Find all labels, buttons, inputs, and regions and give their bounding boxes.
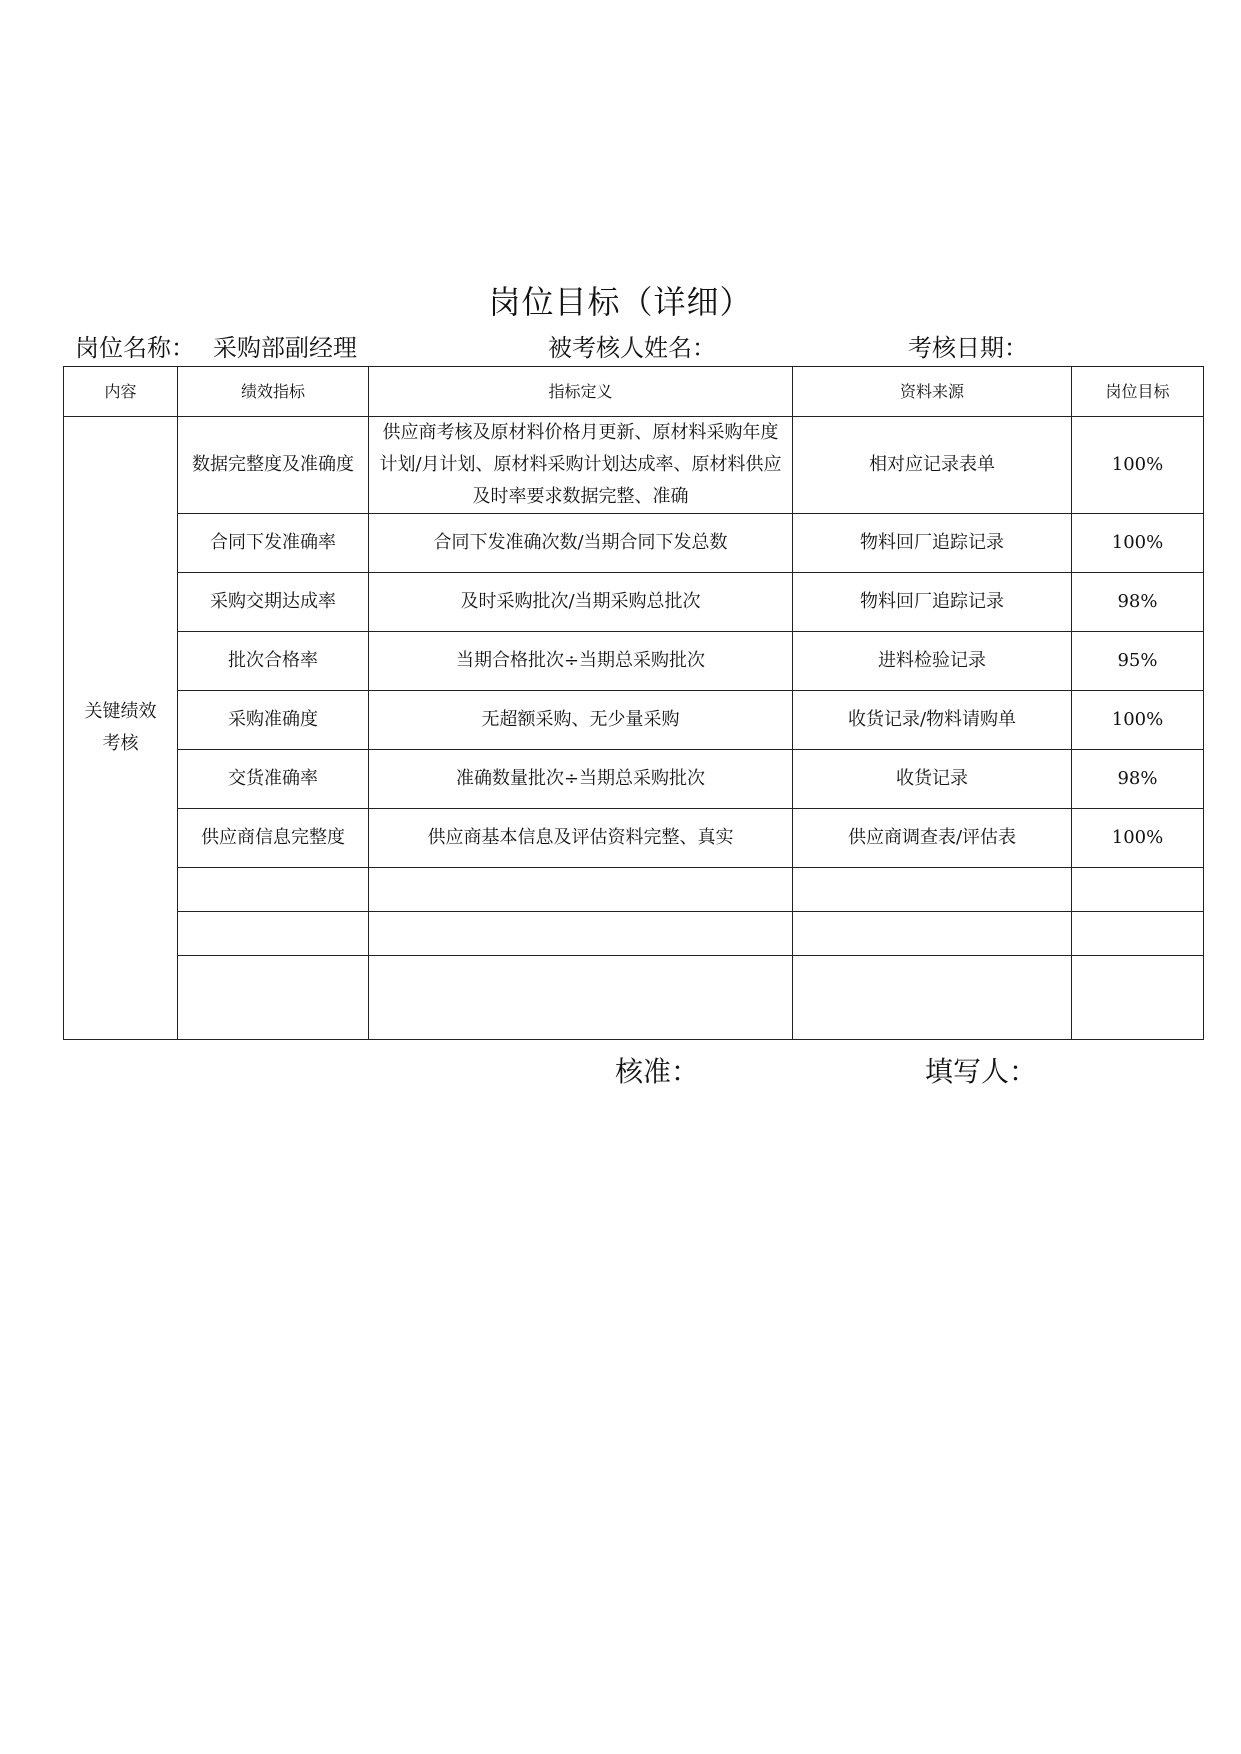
indicator-cell: 采购准确度: [178, 691, 369, 750]
blank-cell: [369, 956, 793, 1040]
source-cell: 进料检验记录: [793, 632, 1072, 691]
definition-cell: 准确数量批次÷当期总采购批次: [369, 750, 793, 809]
page-title: 岗位目标（详细）: [488, 283, 753, 321]
indicator-cell: 采购交期达成率: [178, 573, 369, 632]
blank-cell: [793, 956, 1072, 1040]
blank-cell: [1072, 868, 1204, 912]
definition-cell: 无超额采购、无少量采购: [369, 691, 793, 750]
category-label: 关键绩效考核: [84, 701, 157, 754]
source-cell: 物料回厂追踪记录: [793, 514, 1072, 573]
blank-cell: [793, 912, 1072, 956]
blank-cell: [1072, 956, 1204, 1040]
table-row: [64, 514, 1204, 573]
definition-cell: 供应商考核及原材料价格月更新、原材料采购年度计划/月计划、原材料采购计划达成率、原材料供应及时率要求数据完整、准确: [369, 417, 793, 514]
source-cell: 收货记录/物料请购单: [793, 691, 1072, 750]
blank-cell: [369, 912, 793, 956]
target-cell: 100%: [1072, 514, 1204, 573]
indicator-cell: 批次合格率: [178, 632, 369, 691]
table-header-row: [64, 367, 1204, 417]
approve-label: 核准：: [615, 1055, 700, 1088]
source-cell: 供应商调查表/评估表: [793, 809, 1072, 868]
table-row: [64, 809, 1204, 868]
blank-cell: [1072, 912, 1204, 956]
blank-cell: [369, 868, 793, 912]
source-cell: 物料回厂追踪记录: [793, 573, 1072, 632]
assessee-name-label: 被考核人姓名：: [548, 334, 716, 362]
target-cell: 98%: [1072, 750, 1204, 809]
target-cell: 100%: [1072, 417, 1204, 514]
target-cell: 98%: [1072, 573, 1204, 632]
blank-row: [64, 912, 1204, 956]
definition-cell: 及时采购批次/当期采购总批次: [369, 573, 793, 632]
filler-label: 填写人：: [925, 1055, 1038, 1088]
source-cell: 相对应记录表单: [793, 417, 1072, 514]
assessment-date-label: 考核日期：: [908, 334, 1028, 362]
performance-goals-table: [63, 366, 1204, 1040]
table-row: [64, 632, 1204, 691]
definition-cell: 合同下发准确次数/当期合同下发总数: [369, 514, 793, 573]
indicator-cell: 合同下发准确率: [178, 514, 369, 573]
target-cell: 100%: [1072, 691, 1204, 750]
header-target: 岗位目标: [1072, 367, 1204, 417]
table-row: [64, 750, 1204, 809]
blank-cell: [793, 868, 1072, 912]
blank-row: [64, 868, 1204, 912]
blank-cell: [178, 868, 369, 912]
definition-cell: 供应商基本信息及评估资料完整、真实: [369, 809, 793, 868]
position-name-value: 采购部副经理: [213, 334, 357, 362]
header-source: 资料来源: [793, 367, 1072, 417]
header-indicator: 绩效指标: [178, 367, 369, 417]
table-row: [64, 573, 1204, 632]
blank-row: [64, 956, 1204, 1040]
blank-cell: [178, 912, 369, 956]
header-definition: 指标定义: [369, 367, 793, 417]
position-name-label: 岗位名称：: [75, 334, 195, 362]
indicator-cell: 供应商信息完整度: [178, 809, 369, 868]
target-cell: 95%: [1072, 632, 1204, 691]
source-cell: 收货记录: [793, 750, 1072, 809]
indicator-cell: 数据完整度及准确度: [178, 417, 369, 514]
category-cell: [64, 417, 178, 1040]
indicator-cell: 交货准确率: [178, 750, 369, 809]
table-row: [64, 417, 1204, 514]
target-cell: 100%: [1072, 809, 1204, 868]
position-name-field: [75, 333, 357, 363]
table-row: [64, 691, 1204, 750]
definition-cell: 当期合格批次÷当期总采购批次: [369, 632, 793, 691]
header-content: 内容: [64, 367, 178, 417]
blank-cell: [178, 956, 369, 1040]
